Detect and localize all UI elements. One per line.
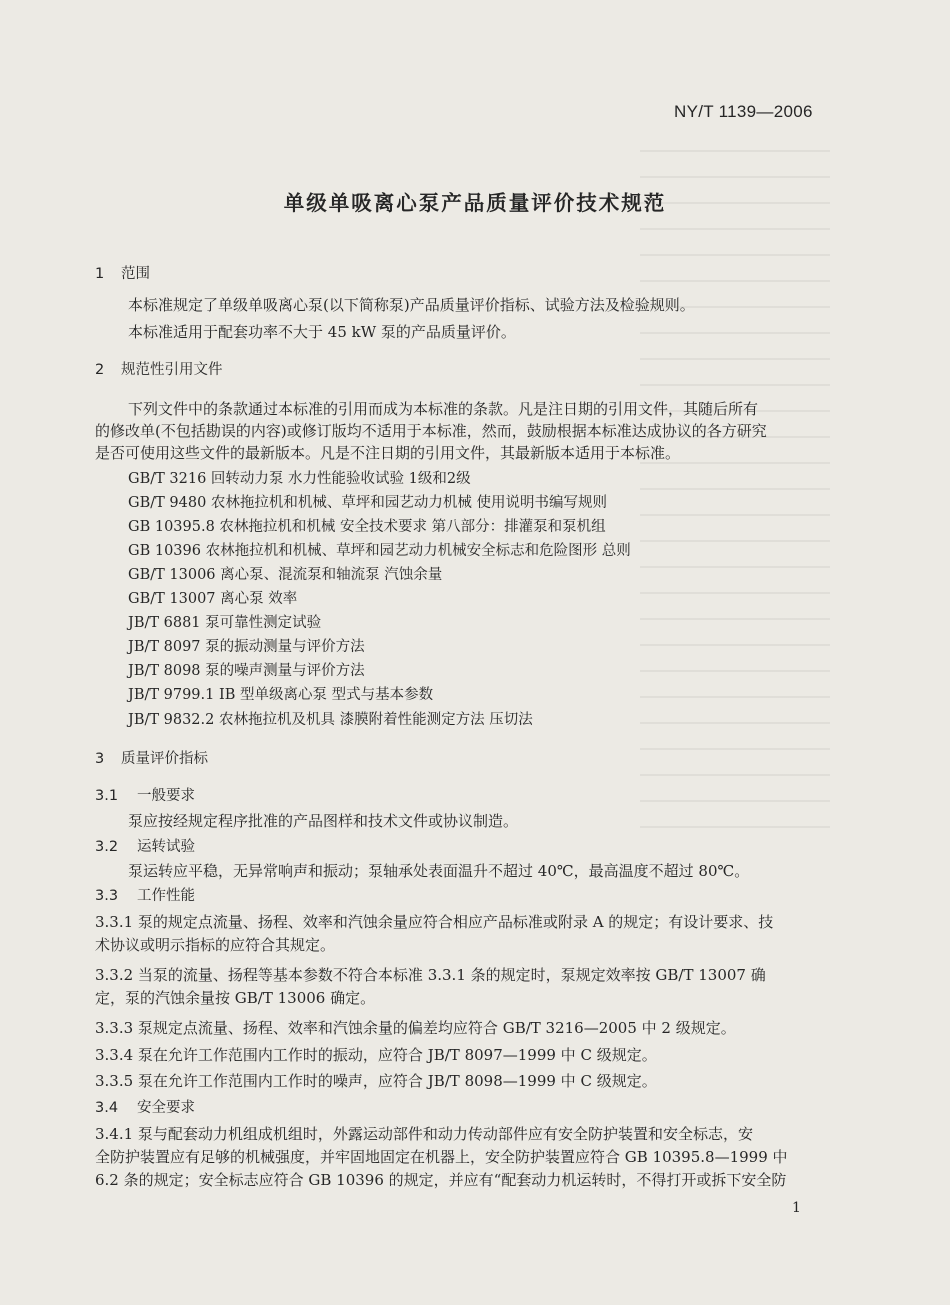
clause-3-3-2-line-1: 3.3.2 当泵的流量、扬程等基本参数不符合本标准 3.3.1 条的规定时，泵规定效率按 GB/T 13007 确 bbox=[95, 966, 766, 984]
reference-item: GB/T 13007 离心泵 效率 bbox=[128, 591, 298, 607]
subsection-title: 运转试验 bbox=[137, 839, 195, 855]
section-title: 规范性引用文件 bbox=[121, 362, 223, 378]
subsection-number: 3.1 bbox=[95, 788, 119, 804]
clause-3-3-3: 3.3.3 泵规定点流量、扬程、效率和汽蚀余量的偏差均应符合 GB/T 3216—2005 中 2 级规定。 bbox=[95, 1019, 736, 1037]
section-number: 1 bbox=[95, 266, 105, 282]
section-title: 范围 bbox=[121, 266, 150, 282]
reference-item: JB/T 8097 泵的振动测量与评价方法 bbox=[128, 639, 365, 655]
subsection-title: 一般要求 bbox=[137, 788, 195, 804]
clause-3-4-1-line-3: 6.2 条的规定；安全标志应符合 GB 10396 的规定，并应有“配套动力机运转时，不得打开或拆下安全防 bbox=[95, 1171, 787, 1189]
subsection-heading-general bbox=[95, 784, 195, 805]
normative-intro-line-3: 是否可使用这些文件的最新版本。凡是不注日期的引用文件，其最新版本适用于本标准。 bbox=[95, 444, 681, 462]
section-heading-scope bbox=[95, 262, 150, 283]
section-number: 3 bbox=[95, 751, 105, 767]
clause-3-3-4: 3.3.4 泵在允许工作范围内工作时的振动，应符合 JB/T 8097—1999 中 C 级规定。 bbox=[95, 1046, 657, 1064]
section-number: 2 bbox=[95, 362, 105, 378]
section-title: 质量评价指标 bbox=[121, 751, 208, 767]
bleed-through-texture bbox=[640, 150, 830, 850]
subsection-number: 3.3 bbox=[95, 888, 119, 904]
reference-item: JB/T 8098 泵的噪声测量与评价方法 bbox=[128, 663, 365, 679]
page-number: 1 bbox=[792, 1200, 801, 1216]
document-title: 单级单吸离心泵产品质量评价技术规范 bbox=[283, 191, 667, 215]
reference-item: JB/T 9832.2 农林拖拉机及机具 漆膜附着性能测定方法 压切法 bbox=[128, 712, 533, 728]
clause-3-3-2-line-2: 定，泵的汽蚀余量按 GB/T 13006 确定。 bbox=[95, 989, 376, 1007]
reference-item: GB 10395.8 农林拖拉机和机械 安全技术要求 第八部分：排灌泵和泵机组 bbox=[128, 519, 606, 535]
section-heading-normative bbox=[95, 358, 223, 379]
clause-3-3-5: 3.3.5 泵在允许工作范围内工作时的噪声，应符合 JB/T 8098—1999 中 C 级规定。 bbox=[95, 1072, 657, 1090]
section-heading-quality bbox=[95, 747, 208, 768]
normative-intro-line-1: 下列文件中的条款通过本标准的引用而成为本标准的条款。凡是注日期的引用文件，其随后所有 bbox=[128, 400, 759, 418]
reference-item: JB/T 9799.1 IB 型单级离心泵 型式与基本参数 bbox=[128, 687, 434, 703]
clause-3-4-1-line-2: 全防护装置应有足够的机械强度，并牢固地固定在机器上，安全防护装置应符合 GB 10395.8—1999 中 bbox=[95, 1148, 788, 1166]
reference-item: GB/T 9480 农林拖拉机和机械、草坪和园艺动力机械 使用说明书编写规则 bbox=[128, 495, 608, 511]
normative-intro-line-2: 的修改单(不包括勘误的内容)或修订版均不适用于本标准，然而，鼓励根据本标准达成协议的各方研究 bbox=[95, 422, 767, 440]
standard-number: NY/T 1139—2006 bbox=[674, 102, 813, 121]
general-requirement-text: 泵应按经规定程序批准的产品图样和技术文件或协议制造。 bbox=[128, 812, 519, 830]
subsection-title: 安全要求 bbox=[137, 1100, 195, 1116]
subsection-heading-running-test bbox=[95, 835, 195, 856]
reference-item: JB/T 6881 泵可靠性测定试验 bbox=[128, 615, 322, 631]
clause-3-3-1-line-1: 3.3.1 泵的规定点流量、扬程、效率和汽蚀余量应符合相应产品标准或附录 A 的规定；有设计要求、技 bbox=[95, 913, 774, 931]
clause-3-3-1-line-2: 术协议或明示指标的应符合其规定。 bbox=[95, 936, 336, 954]
running-test-text: 泵运转应平稳，无异常响声和振动；泵轴承处表面温升不超过 40℃，最高温度不超过 80℃。 bbox=[128, 862, 750, 880]
subsection-number: 3.2 bbox=[95, 839, 119, 855]
reference-item: GB/T 3216 回转动力泵 水力性能验收试验 1级和2级 bbox=[128, 471, 471, 487]
reference-item: GB 10396 农林拖拉机和机械、草坪和园艺动力机械安全标志和危险图形 总则 bbox=[128, 543, 631, 559]
scope-paragraph-1: 本标准规定了单级单吸离心泵(以下简称泵)产品质量评价指标、试验方法及检验规则。 bbox=[128, 296, 695, 314]
clause-3-4-1-line-1: 3.4.1 泵与配套动力机组成机组时，外露运动部件和动力传动部件应有安全防护装置和安全标志，安 bbox=[95, 1125, 753, 1143]
reference-item: GB/T 13006 离心泵、混流泵和轴流泵 汽蚀余量 bbox=[128, 567, 443, 583]
subsection-heading-performance bbox=[95, 884, 195, 905]
subsection-title: 工作性能 bbox=[137, 888, 195, 904]
subsection-number: 3.4 bbox=[95, 1100, 119, 1116]
subsection-heading-safety bbox=[95, 1096, 195, 1117]
scope-paragraph-2: 本标准适用于配套功率不大于 45 kW 泵的产品质量评价。 bbox=[128, 323, 516, 341]
